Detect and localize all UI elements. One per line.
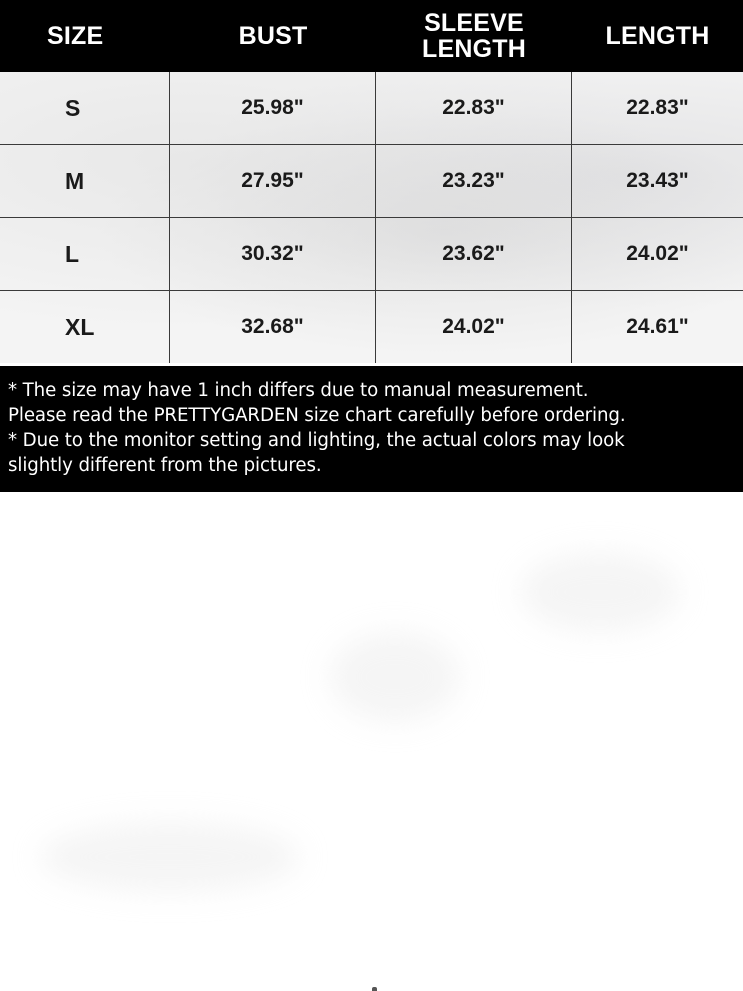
header-bust: BUST [238, 22, 308, 50]
cell-length: 23.43" [626, 169, 689, 192]
size-notes [0, 366, 743, 492]
scroll-indicator [372, 987, 377, 991]
cell-size: L [0, 218, 170, 290]
faded-shape [40, 822, 300, 892]
note-line: * The size may have 1 inch differs due to manual measurement. [8, 380, 589, 401]
cell-sleeve-length: 23.23" [376, 145, 572, 217]
size-chart-body [0, 72, 743, 363]
cell-sleeve-length: 24.02" [376, 291, 572, 363]
cell-size: S [0, 72, 170, 144]
header-size: SIZE [47, 22, 104, 50]
cell-sleeve-length: 22.83" [376, 72, 572, 144]
note-line: slightly different from the pictures. [8, 455, 322, 476]
note-line: Please read the PRETTYGARDEN size chart carefully before ordering. [8, 405, 626, 426]
size-chart-header [0, 0, 743, 72]
cell-size: XL [0, 291, 170, 363]
cell-bust: 27.95" [170, 145, 376, 217]
faded-shape [520, 552, 680, 632]
header-length: LENGTH [605, 22, 710, 50]
cell-sleeve-length: 23.62" [376, 218, 572, 290]
faded-background [0, 492, 743, 991]
table-row-xl [0, 291, 743, 363]
table-row-s [0, 72, 743, 145]
header-sleeve-length: SLEEVE LENGTH [422, 9, 526, 63]
table-row-l [0, 218, 743, 291]
cell-size: M [0, 145, 170, 217]
cell-length: 24.61" [626, 315, 689, 338]
note-line: * Due to the monitor setting and lighting, the actual colors may look [8, 430, 625, 451]
table-row-m [0, 145, 743, 218]
cell-bust: 32.68" [170, 291, 376, 363]
cell-length: 22.83" [626, 96, 689, 119]
faded-shape [330, 632, 460, 722]
cell-bust: 25.98" [170, 72, 376, 144]
cell-bust: 30.32" [170, 218, 376, 290]
cell-length: 24.02" [626, 242, 689, 265]
size-chart [0, 0, 743, 363]
